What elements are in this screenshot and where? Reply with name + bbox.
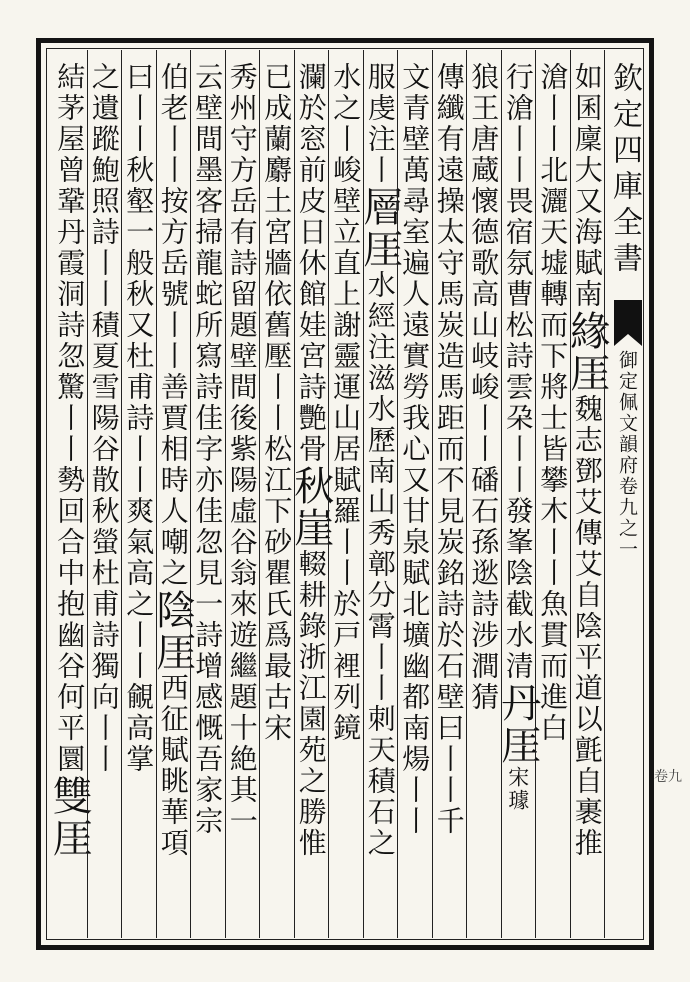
column-text: 宋璩 — [505, 766, 530, 812]
column-text: 曰丨丨秋壑一般秋又杜甫詩丨丨爽氣高 — [122, 62, 156, 589]
column-rule — [363, 50, 364, 938]
fishtail-mark-icon — [614, 300, 642, 346]
column-text: 狼王唐蔵懷德歌高山岐峻丨丨磻石孫逖詩涉澗猜 — [467, 62, 501, 713]
column-text: 伯老丨丨按方岳號丨丨善賈相時人嘲之 — [156, 62, 190, 589]
column-rule — [432, 50, 433, 938]
column-rule — [535, 50, 536, 938]
column-text: 之丨丨覦高掌 — [122, 589, 156, 775]
column-text: 文青壁萬尋室遍人遠實勞我心又甘泉賦北壙幽都南煬丨丨 — [398, 62, 432, 837]
column-text: 水經注滋水歷南山秀鄣分霄丨丨刺天積石之 — [363, 270, 397, 859]
column-rule — [87, 50, 88, 938]
book-title: 欽定四庫全書 — [607, 62, 642, 278]
column-rule — [501, 50, 502, 938]
column-rule — [294, 50, 295, 938]
column-text: 已成蘭麝土宮牆依舊壓丨丨 — [260, 62, 294, 434]
column-text: 滄丨丨北灑天墟 — [536, 62, 570, 279]
column-rule — [328, 50, 329, 938]
column-text: 行滄丨丨畏宿氛曹松詩雲朶丨丨發峯陰截水清 — [501, 62, 535, 682]
column-text: 之遺蹤鮑照詩丨丨積夏雪陽谷散秋螢杜甫詩獨向丨丨 — [87, 62, 121, 775]
column-rule — [397, 50, 398, 938]
column-rule — [466, 50, 467, 938]
volume-subtitle: 御定佩文韻府卷九之一 — [616, 350, 638, 560]
column-text: 輟耕錄浙江園苑之勝惟 — [294, 549, 328, 859]
column-text: 云壁間墨客掃龍蛇所寫詩佳字亦佳忽見一詩增感慨吾家宗 — [191, 62, 225, 837]
column-text: 服虔注丨 — [363, 62, 397, 186]
column-text: 秀州守方岳有詩留題壁間後紫陽虛谷翁來遊繼題十絶其一 — [225, 62, 259, 837]
column-text: 轉而下將士皆攀木丨丨魚貫而進白 — [536, 279, 570, 744]
column-text: 傳纖有遠操太守馬炭造馬距而不見炭銘詩於石壁曰丨丨千 — [432, 62, 466, 837]
entry-heading: 陰厓 — [149, 589, 196, 673]
column-rule — [156, 50, 157, 938]
entry-heading: 秋崖 — [287, 465, 334, 549]
column-text: 西征賦眺華項 — [156, 673, 190, 859]
column-text: 水之丨 — [329, 62, 363, 155]
column-rule — [570, 50, 571, 938]
entry-heading: 雙厓 — [46, 775, 93, 859]
column-text: 魏志鄧艾傳艾自陰平道以氈自裹推 — [570, 394, 604, 859]
entry-heading: 丹厓 — [494, 682, 541, 766]
margin-note: 卷九 — [654, 769, 682, 785]
column-rule — [225, 50, 226, 938]
column-rule — [121, 50, 122, 938]
entry-heading: 層厓 — [356, 186, 403, 270]
column-text: 如囷廩大又海賦南 — [570, 62, 604, 310]
column-rule — [604, 50, 605, 938]
column-rule — [259, 50, 260, 938]
column-rule — [190, 50, 191, 938]
column-text: 瀾於窓前皮日休館娃宮詩艷骨 — [294, 62, 328, 465]
column-text: 結茅屋曾鞏丹霞洞詩忽驚丨丨勢回合中抱幽谷何平圜 — [53, 62, 87, 775]
column-text: 松江下砂瞿氏爲最古宋 — [260, 434, 294, 744]
entry-heading: 緣厓 — [563, 310, 610, 394]
column-text: 峻壁立直上謝靈運山居賦羅丨丨於戸裡列鏡 — [329, 155, 363, 744]
